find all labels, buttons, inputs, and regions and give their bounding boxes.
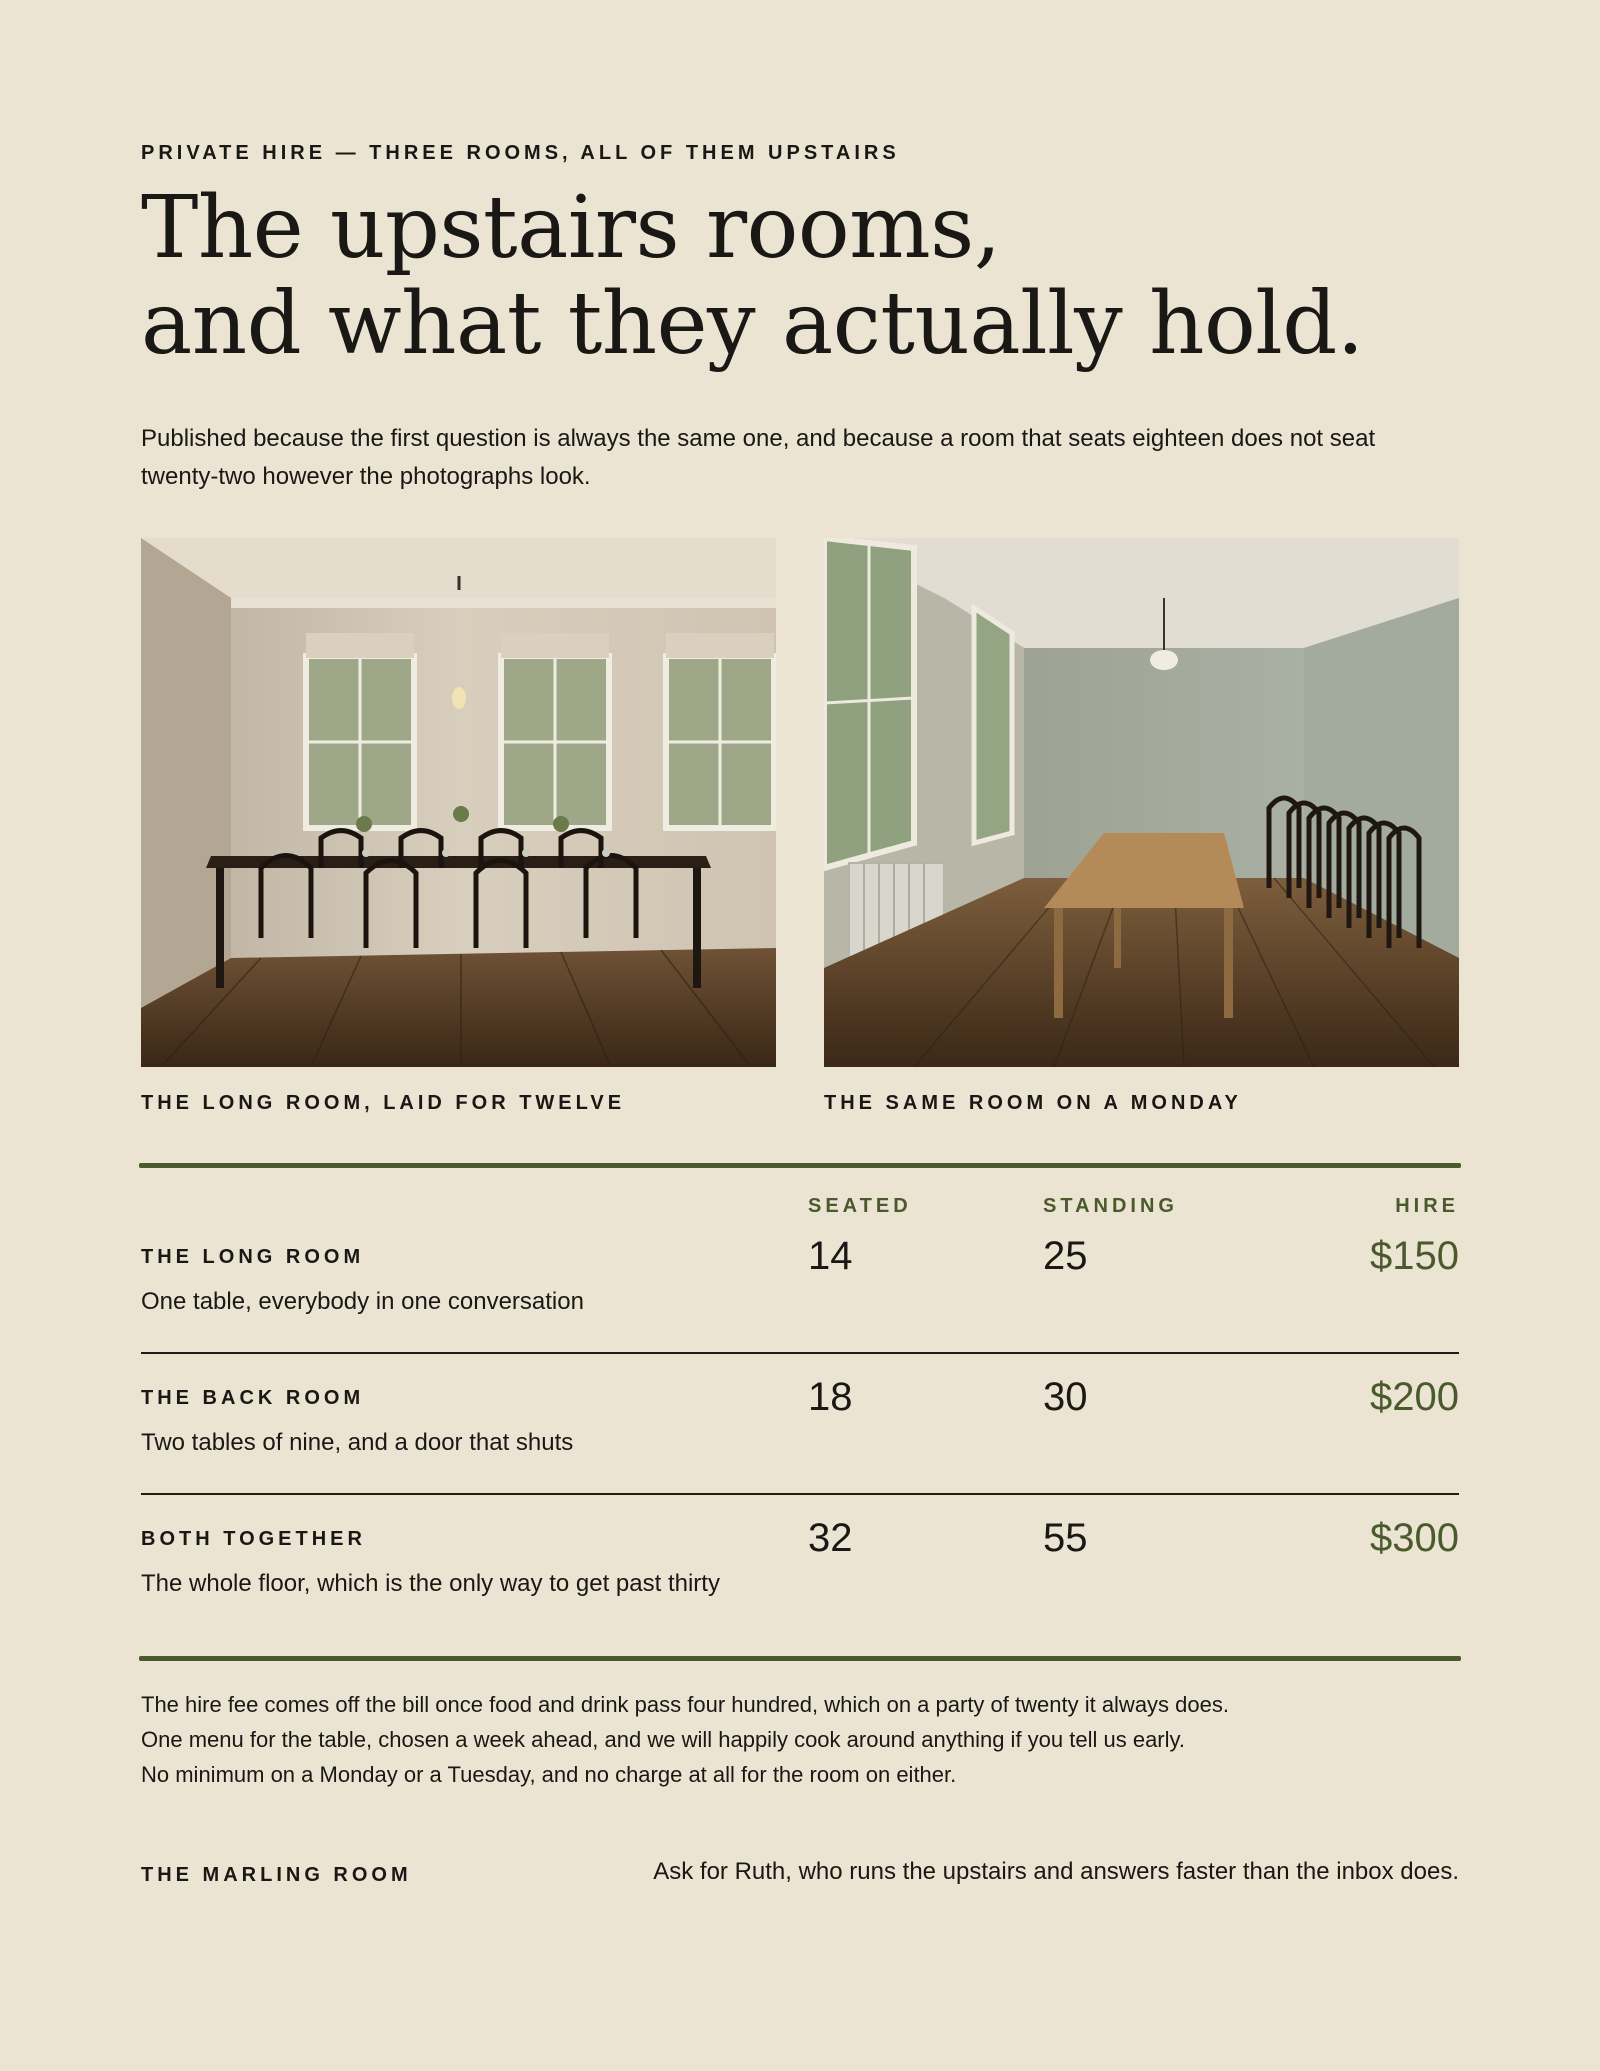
venue-name: THE MARLING ROOM — [141, 1864, 412, 1886]
table-bottom-rule — [139, 1656, 1461, 1661]
standing-value: 55 — [1043, 1516, 1088, 1560]
photo-caption-right: THE SAME ROOM ON A MONDAY — [824, 1092, 1242, 1114]
seated-value: 18 — [808, 1375, 853, 1419]
room-name: BOTH TOGETHER — [141, 1528, 366, 1550]
row-divider — [141, 1352, 1459, 1354]
row-divider — [141, 1493, 1459, 1495]
standing-value: 25 — [1043, 1234, 1088, 1278]
contact-line: Ask for Ruth, who runs the upstairs and answers faster than the inbox does. — [653, 1858, 1459, 1885]
room-description: One table, everybody in one conversation — [141, 1288, 584, 1315]
eyebrow: PRIVATE HIRE — THREE ROOMS, ALL OF THEM UPSTAIRS — [141, 142, 900, 164]
table-top-rule — [139, 1163, 1461, 1168]
title-line-1: The upstairs rooms, — [141, 178, 1001, 278]
column-header-hire: HIRE — [1395, 1195, 1459, 1217]
room-description: The whole floor, which is the only way to get past thirty — [141, 1570, 720, 1597]
photo-caption-left: THE LONG ROOM, LAID FOR TWELVE — [141, 1092, 626, 1114]
column-header-standing: STANDING — [1043, 1195, 1178, 1217]
room-description: Two tables of nine, and a door that shuts — [141, 1429, 574, 1456]
seated-value: 32 — [808, 1516, 853, 1560]
hire-value: $300 — [1370, 1516, 1459, 1560]
hire-value: $150 — [1370, 1234, 1459, 1278]
note-line-1: The hire fee comes off the bill once food and drink pass four hundred, which on a party of twenty it always does. — [141, 1692, 1229, 1717]
seated-value: 14 — [808, 1234, 853, 1278]
long-room-laid-photo — [141, 538, 776, 1067]
page-title — [141, 180, 1364, 372]
note-line-3: No minimum on a Monday or a Tuesday, and no charge at all for the room on either. — [141, 1762, 957, 1787]
intro-paragraph: Published because the first question is always the same one, and because a room that seats eighteen does not seat twenty-two however the photographs look. — [141, 425, 1376, 490]
column-header-seated: SEATED — [808, 1195, 912, 1217]
room-name: THE LONG ROOM — [141, 1246, 365, 1268]
standing-value: 30 — [1043, 1375, 1088, 1419]
hire-value: $200 — [1370, 1375, 1459, 1419]
title-line-2: and what they actually hold. — [141, 274, 1364, 374]
room-name: THE BACK ROOM — [141, 1387, 365, 1409]
same-room-monday-photo — [824, 538, 1459, 1067]
note-line-2: One menu for the table, chosen a week ahead, and we will happily cook around anything if you tell us early. — [141, 1727, 1186, 1752]
